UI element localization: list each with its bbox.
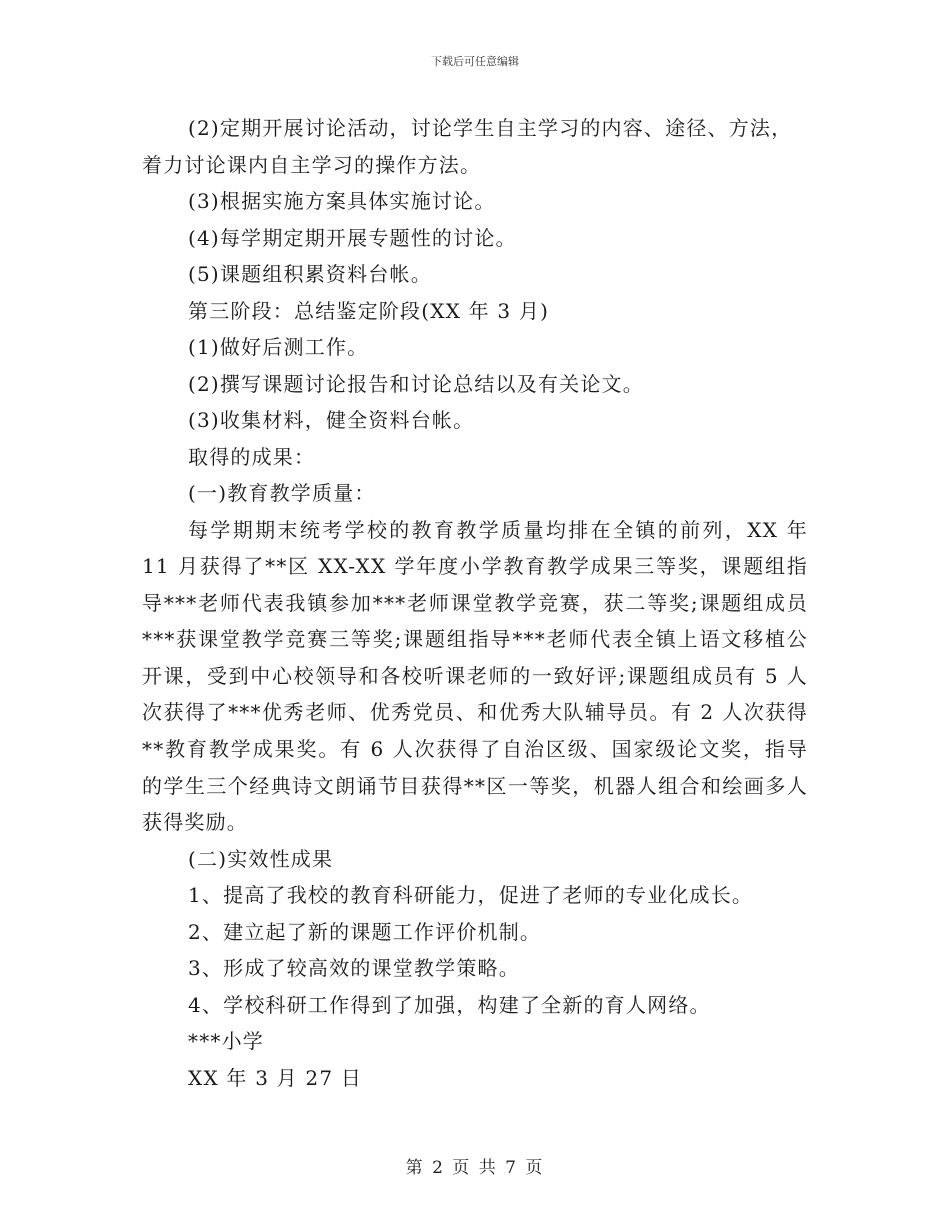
text-line: 3、形成了较高效的课堂教学策略。 — [188, 956, 520, 981]
text-line: 着力讨论课内自主学习的操作方法。 — [142, 152, 482, 177]
text-line: (2)定期开展讨论活动，讨论学生自主学习的内容、途径、方法， — [188, 116, 793, 140]
text-line: (一)教育教学质量： — [188, 481, 376, 505]
lines-after — [142, 841, 808, 1097]
achievement-paragraph: 每学期期末统考学校的教育教学质量均排在全镇的前列，XX 年 11 月获得了**区 XX-XX 学年度小学教育教学成果三等奖，课题组指导***老师代表我镇参加***老师课堂教学竞赛，获二等奖;课题组成员***获课堂教学竞赛三等奖;课题组指导***老师代表全镇上语文移植公开课，受到中心校领导和各校听课老师的一致好评;课题组成员有 5 人次获得了***优秀老师、优秀党员、和优秀大队辅导员。有 2 人次获得**教育教学成果奖。有 6 人次获得了自治区级、国家级论文奖，指导的学生三个经典诗文朗诵节目获得**区一等奖，机器人组合和绘画多人获得奖励。 — [142, 517, 808, 835]
text-line: (二)实效性成果 — [188, 846, 334, 871]
document-body — [142, 110, 808, 1096]
lines-before — [142, 110, 808, 512]
text-line: (2)撰写课题讨论报告和讨论总结以及有关论文。 — [188, 371, 644, 396]
text-line: (5)课题组积累资料台帐。 — [188, 262, 432, 286]
text-line: 4、学校科研工作得到了加强，构建了全新的育人网络。 — [188, 992, 711, 1017]
text-line: 1、提高了我校的教育科研能力，促进了老师的专业化成长。 — [188, 883, 754, 908]
text-line: (3)根据实施方案具体实施讨论。 — [188, 189, 496, 213]
page-number-footer: 第 2 页 共 7 页 — [405, 1158, 545, 1178]
text-line: ***小学 — [188, 1029, 264, 1054]
text-line: 2、建立起了新的课题工作评价机制。 — [188, 919, 542, 944]
text-line: 第三阶段：总结鉴定阶段(XX 年 3 月) — [188, 298, 550, 323]
text-line: (3)收集材料，健全资料台帐。 — [188, 408, 475, 432]
text-line: (4)每学期定期开展专题性的讨论。 — [188, 225, 517, 250]
text-line: XX 年 3 月 27 日 — [188, 1065, 363, 1090]
text-line: (1)做好后测工作。 — [188, 335, 369, 359]
page-header-note: 下载后可任意编辑 — [431, 55, 519, 68]
text-line: 取得的成果： — [188, 444, 316, 469]
